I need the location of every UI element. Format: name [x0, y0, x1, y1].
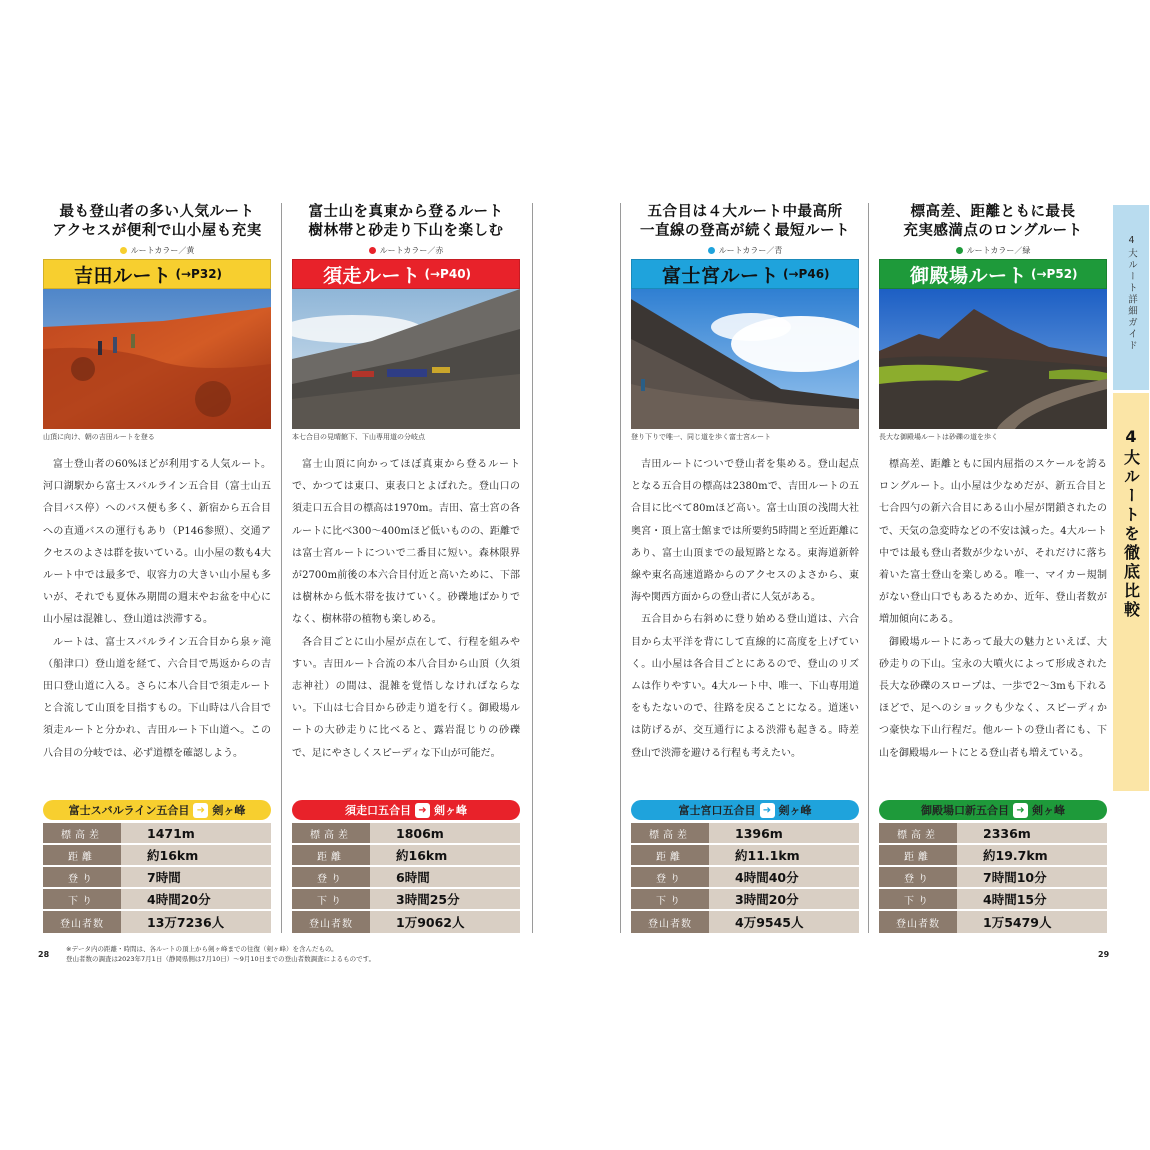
- stat-value: 1万5479人: [983, 915, 1052, 930]
- route-end: 剣ヶ峰: [212, 804, 246, 817]
- stat-row: [43, 911, 271, 933]
- route-start-end: [631, 800, 859, 820]
- photo-caption: 本七合目の見晴館下、下山専用道の分岐点: [292, 433, 425, 441]
- stat-label: 標高差: [879, 823, 957, 843]
- stat-row: [292, 911, 520, 933]
- route-banner: [631, 259, 859, 289]
- photo-caption: 長大な御殿場ルートは砂礫の道を歩く: [879, 433, 998, 441]
- column-divider: [532, 203, 533, 933]
- route-stats-table: [879, 823, 1107, 933]
- route-column-gotemba: [879, 203, 1107, 933]
- description-paragraph: 吉田ルートについで登山者を集める。登山起点となる五合目の標高は2380mで、吉田ルートの五合目に比べて80mほど高い。富士山頂の浅間大社奥宮・頂上富士館までは所要約5時間と至近距離にあり、富士山頂までの最短路となる。東海道新幹線や東名高速道路からのアクセスのよさから、東海や関西方面からの登山者に人気がある。: [631, 459, 859, 604]
- page-number-left: 28: [38, 950, 50, 959]
- tagline-line: 樹林帯と砂走り下山を楽しむ: [308, 223, 504, 239]
- description-paragraph: 御殿場ルートにあって最大の魅力といえば、大砂走りの下山。宝永の大噴火によって形成された長大な砂礫のスロープは、一歩で2〜3mも下れるほどで、足へのショックも少なく、スピーディかつ豪快な下山行程だ。他ルートの登山者にも、下山を御殿場ルートにとる登山者も増えている。: [879, 636, 1107, 759]
- route-color-label: ルートカラー／黄: [130, 245, 195, 255]
- route-start: 須走口五合目: [345, 804, 411, 817]
- description-paragraph: 富士登山者の60%ほどが利用する人気ルート。河口湖駅から富士スバルライン五合目（富士山五合目バス停）へのバス便も多く、新宿から五合目への直通バスの運行もあり（P146参照）、交通アクセスのよさは群を抜いている。山小屋の数も4大ルート中では最多で、収容力の大きい山小屋も多いが、それでも夏休み期間の週末やお盆を中心に山小屋は混雑し、登山道は渋滞する。: [43, 459, 271, 626]
- route-description: [292, 454, 520, 794]
- stat-label: 距離: [879, 845, 957, 865]
- stat-label: 下り: [43, 889, 121, 909]
- stat-row: [631, 889, 859, 911]
- stat-value: 7時間: [147, 870, 181, 885]
- arrow-right-icon: ➜: [760, 803, 775, 818]
- description-paragraph: ルートは、富士スバルライン五合目から泉ヶ滝（船津口）登山道を経て、六合目で馬返からの吉田口登山道に入る。さらに本八合目で須走ルートと合流して山頂を目指すもの。下山時は八合目で須走ルートと分かれ、吉田ルート下山道へ。この八合目の分岐では、必ず道標を確認しよう。: [43, 636, 271, 759]
- route-color-dot: [956, 247, 963, 254]
- stat-label: 登山者数: [292, 911, 370, 933]
- route-stats-table: [631, 823, 859, 933]
- footnote-line: 登山者数の調査は2023年7月1日（静岡県側は7月10日）〜9月10日までの登山者数調査によるものです。: [66, 955, 376, 963]
- page-reference: (→P46): [783, 267, 830, 281]
- description-paragraph: 富士山頂に向かってほぼ真東から登るルートで、かつては東口、東表口とよばれた。登山口の須走口五合目の標高は1970m。吉田、富士宮の各ルートに比べ300〜400mほど低いものの、距離では富士宮ルートについで二番目に短い。森林限界が2700m前後の本六合目付近と高いために、下部は樹林から低木帯を抜けていく。砂礫地ばかりでなく、樹林帯の植物も楽しめる。: [292, 459, 520, 626]
- stat-row: [631, 823, 859, 845]
- stat-value: 1396m: [735, 825, 783, 841]
- route-start-end: [43, 800, 271, 820]
- column-divider: [281, 203, 282, 933]
- photo-caption: 登り下りで唯一、同じ道を歩く富士宮ルート: [631, 433, 771, 441]
- route-start: 富士スバルライン五合目: [68, 804, 190, 817]
- route-column-yoshida: [43, 203, 271, 933]
- tagline-line: 五合目は４大ルート中最高所: [647, 204, 843, 220]
- route-color-dot: [369, 247, 376, 254]
- stat-label: 標高差: [631, 823, 709, 843]
- stat-row: [879, 845, 1107, 867]
- route-end: 剣ヶ峰: [1032, 804, 1065, 817]
- route-tagline: [879, 203, 1107, 241]
- stat-row: [631, 845, 859, 867]
- description-paragraph: 各合目ごとに山小屋が点在して、行程を組みやすい。吉田ルート合流の本八合目から山頂（久須志神社）の間は、混雑を覚悟しなければならない。下山は七合目から砂走り道を行く。御殿場ルートの大砂走りに比べると、露岩混じりの砂礫で、足にやさしくスピーディな下山が可能だ。: [292, 636, 520, 759]
- stat-label: 登山者数: [43, 911, 121, 933]
- route-stats-table: [292, 823, 520, 933]
- section-title: 4大ルートを徹底比較: [1121, 427, 1141, 620]
- route-banner: [879, 259, 1107, 289]
- stat-value: 4時間15分: [983, 892, 1047, 907]
- description-paragraph: 標高差、距離ともに国内屈指のスケールを誇るロングルート。山小屋は少なめだが、新五合目と七合四勺の新六合目にある山小屋が閉鎖されたので、天気の急変時などの不安は減った。4大ルート中では最も登山者数が少ないが、それだけに落ち着いた富士登山を楽しめる。唯一、マイカー規制がない登山口でもあるためか、近年、登山者数が増加傾向にある。: [879, 459, 1107, 626]
- route-tagline: [292, 203, 520, 241]
- stat-value: 4時間20分: [147, 892, 211, 907]
- tagline-line: 最も登山者の多い人気ルート: [59, 204, 255, 220]
- route-end: 剣ヶ峰: [434, 804, 467, 817]
- section-guide-tab: [1113, 205, 1149, 390]
- stat-label: 距離: [631, 845, 709, 865]
- stat-row: [43, 867, 271, 889]
- stat-value: 3時間25分: [396, 892, 460, 907]
- page-number-right: 29: [1098, 950, 1110, 959]
- stat-value: 約11.1km: [735, 848, 800, 863]
- stat-label: 登山者数: [631, 911, 709, 933]
- route-color-label: ルートカラー／緑: [966, 245, 1031, 255]
- stat-row: [879, 911, 1107, 933]
- stat-label: 距離: [43, 845, 121, 865]
- stat-label: 登り: [879, 867, 957, 887]
- route-stats-table: [43, 823, 271, 933]
- stat-value: 4時間40分: [735, 870, 799, 885]
- tagline-line: 充実感満点のロングルート: [903, 223, 1083, 239]
- route-banner: [43, 259, 271, 289]
- stat-row: [43, 889, 271, 911]
- route-tagline: [631, 203, 859, 241]
- footnote-line: ※データ内の距離・時間は、各ルートの頂上から剣ヶ峰までの往復（剣ヶ峰）を含んだもの。: [66, 945, 338, 953]
- stat-row: [292, 823, 520, 845]
- footnote: [66, 944, 375, 964]
- arrow-right-icon: ➜: [415, 803, 430, 818]
- stat-label: 標高差: [292, 823, 370, 843]
- description-paragraph: 五合目から右斜めに登り始める登山道は、六合目から太平洋を背にして直線的に高度を上げていく。山小屋は各合目ごとにあるので、登山のリズムは作りやすい。4大ルート中、唯一、下山専用道をもたないので、往路を戻ることになる。道迷いは防げるが、交互通行による渋滞も起きる。時差登山で渋滞を避ける行程も考えたい。: [631, 614, 859, 759]
- section-title-tab: [1113, 393, 1149, 791]
- stat-row: [879, 867, 1107, 889]
- tagline-line: 一直線の登高が続く最短ルート: [640, 223, 850, 239]
- stat-value: 3時間20分: [735, 892, 799, 907]
- stat-value: 1万9062人: [396, 915, 465, 930]
- stat-label: 登り: [292, 867, 370, 887]
- stat-value: 6時間: [396, 870, 430, 885]
- page-reference: (→P32): [175, 267, 223, 281]
- photo-caption: 山頂に向け、朝の吉田ルートを登る: [43, 433, 155, 441]
- route-column-fujinomiya: [631, 203, 859, 933]
- route-color-label: ルートカラー／青: [718, 245, 783, 255]
- stat-row: [879, 889, 1107, 911]
- route-start: 富士宮口五合目: [678, 804, 756, 817]
- route-photo: [292, 289, 520, 429]
- route-column-subashiri: [292, 203, 520, 933]
- stat-row: [292, 845, 520, 867]
- page-reference: (→P52): [1031, 267, 1078, 281]
- stat-value: 約16km: [147, 848, 199, 863]
- route-color-line: [879, 241, 1107, 259]
- tagline-line: 標高差、距離ともに最長: [910, 204, 1076, 220]
- stat-label: 登り: [631, 867, 709, 887]
- stat-value: 1471m: [147, 825, 195, 841]
- stat-value: 2336m: [983, 825, 1031, 841]
- route-start-end: [292, 800, 520, 820]
- stat-label: 下り: [631, 889, 709, 909]
- stat-value: 約19.7km: [983, 848, 1048, 863]
- section-guide-label: 4大ルート詳細ガイド: [1126, 235, 1137, 352]
- route-color-label: ルートカラー／赤: [379, 245, 444, 255]
- arrow-right-icon: ➜: [193, 803, 208, 818]
- stat-row: [292, 889, 520, 911]
- stat-row: [43, 845, 271, 867]
- stat-row: [879, 823, 1107, 845]
- stat-row: [292, 867, 520, 889]
- route-photo: [879, 289, 1107, 429]
- page-reference: (→P40): [424, 267, 472, 281]
- tagline-line: アクセスが便利で山小屋も充実: [52, 223, 262, 239]
- route-color-line: [292, 241, 520, 259]
- arrow-right-icon: ➜: [1013, 803, 1028, 818]
- route-color-dot: [120, 247, 127, 254]
- route-name: 須走ルート: [323, 264, 421, 287]
- route-photo: [631, 289, 859, 429]
- route-end: 剣ヶ峰: [778, 804, 812, 817]
- route-name: 富士宮ルート: [662, 264, 780, 287]
- tagline-line: 富士山を真東から登るルート: [308, 204, 504, 220]
- route-description: [631, 454, 859, 794]
- stat-label: 標高差: [43, 823, 121, 843]
- route-color-dot: [708, 247, 715, 254]
- column-divider: [620, 203, 621, 933]
- stat-value: 13万7236人: [147, 915, 225, 930]
- route-name: 御殿場ルート: [910, 264, 1028, 287]
- route-description: [43, 454, 271, 794]
- stat-row: [631, 911, 859, 933]
- route-photo: [43, 289, 271, 429]
- stat-label: 登山者数: [879, 911, 957, 933]
- stat-label: 登り: [43, 867, 121, 887]
- route-color-line: [631, 241, 859, 259]
- stat-value: 約16km: [396, 848, 448, 863]
- route-start: 御殿場口新五合目: [921, 804, 1009, 817]
- stat-label: 距離: [292, 845, 370, 865]
- route-start-end: [879, 800, 1107, 820]
- stat-value: 4万9545人: [735, 915, 804, 930]
- stat-label: 下り: [292, 889, 370, 909]
- route-description: [879, 454, 1107, 794]
- stat-value: 7時間10分: [983, 870, 1047, 885]
- stat-row: [631, 867, 859, 889]
- stat-row: [43, 823, 271, 845]
- column-divider: [868, 203, 869, 933]
- route-color-line: [43, 241, 271, 259]
- stat-label: 下り: [879, 889, 957, 909]
- route-name: 吉田ルート: [74, 264, 172, 287]
- route-banner: [292, 259, 520, 289]
- stat-value: 1806m: [396, 825, 444, 841]
- route-tagline: [43, 203, 271, 241]
